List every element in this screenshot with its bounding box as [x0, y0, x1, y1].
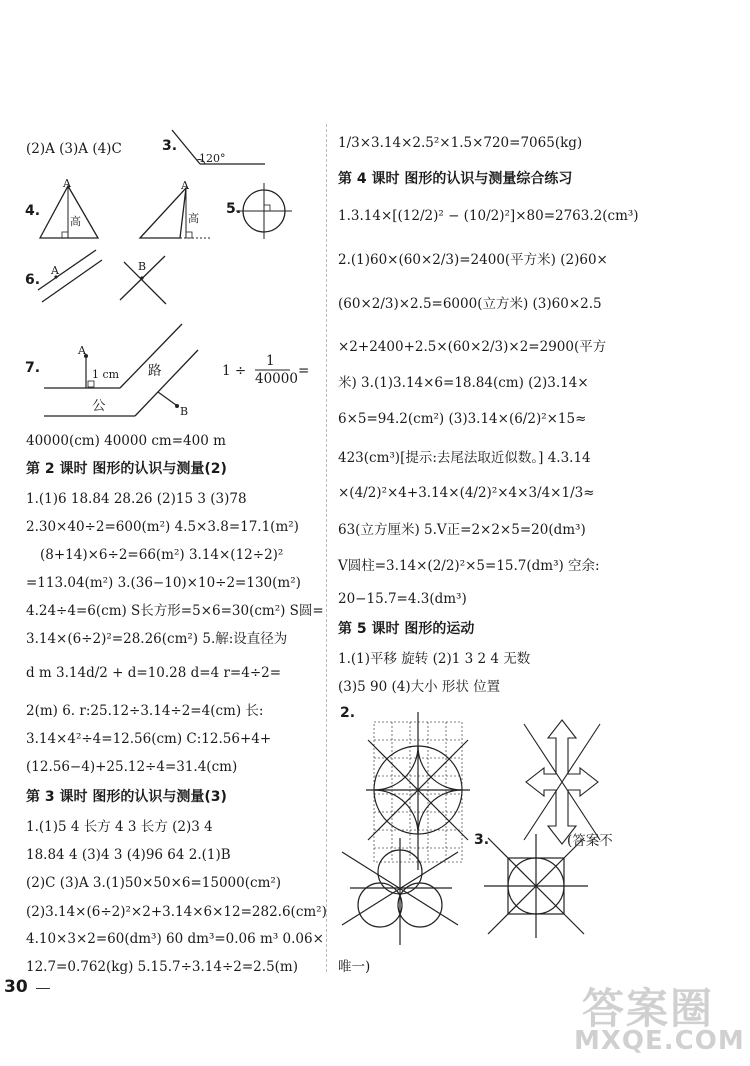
lesson3-line: 1.(1)5 4 长方 4 3 长方 (2)3 4 [26, 819, 213, 835]
scale-1cm-label: 1 cm [92, 368, 120, 381]
lesson2-line: 3.14×(6÷2)²=28.26(cm²) 5.解:设直径为 [26, 631, 288, 647]
q5-label: 5. [226, 201, 242, 217]
lesson2-line: =113.04(m²) 3.(36−10)×10÷2=130(m²) [26, 575, 301, 591]
lesson2-title: 第 2 课时 图形的认识与测量(2) [26, 461, 227, 477]
q4-label: 4. [25, 203, 41, 219]
lesson4-line: 6×5=94.2(cm²) (3)3.14×(6/2)²×15≈ [338, 411, 587, 427]
map-point-a: A [78, 344, 86, 357]
q6-label: 6. [25, 272, 41, 288]
answer-note-end: 唯一) [338, 959, 371, 975]
lesson4-line: (60×2/3)×2.5=6000(立方米) (3)60×2.5 [338, 296, 602, 312]
lesson2-line: (12.56−4)+25.12÷4=31.4(cm) [26, 759, 238, 775]
lesson2-line: d m 3.14d/2 + d=10.28 d=4 r=4÷2= [26, 665, 282, 681]
lesson5-line: (3)5 90 (4)大小 形状 位置 [338, 679, 501, 695]
right-top-line: 1/3×3.14×2.5²×1.5×720=7065(kg) [338, 135, 583, 151]
lesson4-line: ×2+2400+2.5×(60×2/3)×2=2900(平方 [338, 339, 607, 355]
scale-denominator: 40000 [255, 371, 298, 387]
q3-label-right: 3. [474, 832, 490, 848]
map-point-b: B [180, 405, 189, 418]
road-label: 路 [148, 363, 162, 379]
lesson4-line: 63(立方厘米) 5.V正=2×2×5=20(dm³) [338, 522, 586, 538]
park-label: 公 [92, 398, 106, 414]
lesson5-line: 1.(1)平移 旋转 (2)1 3 2 4 无数 [338, 651, 531, 667]
lesson5-title: 第 5 课时 图形的运动 [338, 621, 475, 637]
lesson2-line: 3.14×4²÷4=12.56(cm) C:12.56+4+ [26, 731, 272, 747]
watermark-bottom: MXQE.COM [574, 1026, 745, 1056]
lesson3-title: 第 3 课时 图形的认识与测量(3) [26, 789, 227, 805]
lesson4-line: 1.3.14×[(12/2)² − (10/2)²]×80=2763.2(cm³) [338, 208, 639, 224]
perp-point-b: B [138, 260, 147, 273]
triangle2-height-label: 高 [188, 212, 199, 225]
lesson4-title: 第 4 课时 图形的认识与测量综合练习 [338, 171, 573, 187]
watermark-top: 答案圈 [582, 984, 715, 1033]
top-answers: (2)A (3)A (4)C [26, 141, 122, 157]
lesson4-line: 423(cm³)[提示:去尾法取近似数。] 4.3.14 [338, 450, 591, 466]
triangle2-point-a: A [181, 179, 189, 192]
lesson4-line: 2.(1)60×(60×2/3)=2400(平方米) (2)60× [338, 252, 608, 268]
triangle1-point-a: A [63, 177, 71, 190]
lesson2-line: 2.30×40÷2=600(m²) 4.5×3.8=17.1(m²) [26, 519, 299, 535]
answer-note: (答案不 [567, 833, 613, 849]
parallel-point-a: A [51, 264, 59, 277]
q3-label: 3. [162, 138, 178, 154]
triangle1-height-label: 高 [70, 215, 81, 228]
lesson2-line: 1.(1)6 18.84 28.26 (2)15 3 (3)78 [26, 491, 247, 507]
lesson4-line: ×(4/2)²×4+3.14×(4/2)²×4×3/4×1/3≈ [338, 485, 595, 501]
q7-label: 7. [25, 360, 41, 376]
lesson3-line: (2)C (3)A 3.(1)50×50×6=15000(cm²) [26, 875, 282, 891]
lesson4-line: 20−15.7=4.3(dm³) [338, 591, 467, 607]
q2-label: 2. [340, 705, 356, 721]
lesson2-line: (8+14)×6÷2=66(m²) 3.14×(12÷2)² [40, 547, 284, 563]
lesson4-line: 米) 3.(1)3.14×6=18.84(cm) (2)3.14× [338, 375, 589, 391]
angle-label: 120° [199, 152, 226, 165]
lesson4-line: V圆柱=3.14×(2/2)²×5=15.7(dm³) 空余: [338, 558, 600, 574]
q7-answer: 40000(cm) 40000 cm=400 m [26, 433, 226, 449]
lesson3-line: 18.84 4 (3)4 3 (4)96 64 2.(1)B [26, 847, 231, 863]
lesson2-line: 4.24÷4=6(cm) S长方形=5×6=30(cm²) S圆= [26, 603, 324, 619]
lesson3-line: 4.10×3×2=60(dm³) 60 dm³=0.06 m³ 0.06× [26, 931, 324, 947]
lesson3-line: 12.7=0.762(kg) 5.15.7÷3.14÷2=2.5(m) [26, 959, 298, 975]
lesson3-line: (2)3.14×(6÷2)²×2+3.14×6×12=282.6(cm²) [26, 904, 327, 920]
lesson2-line: 2(m) 6. r:25.12÷3.14÷2=4(cm) 长: [26, 703, 264, 719]
page-number: 30 [4, 977, 28, 997]
scale-numerator: 1 [266, 353, 275, 369]
